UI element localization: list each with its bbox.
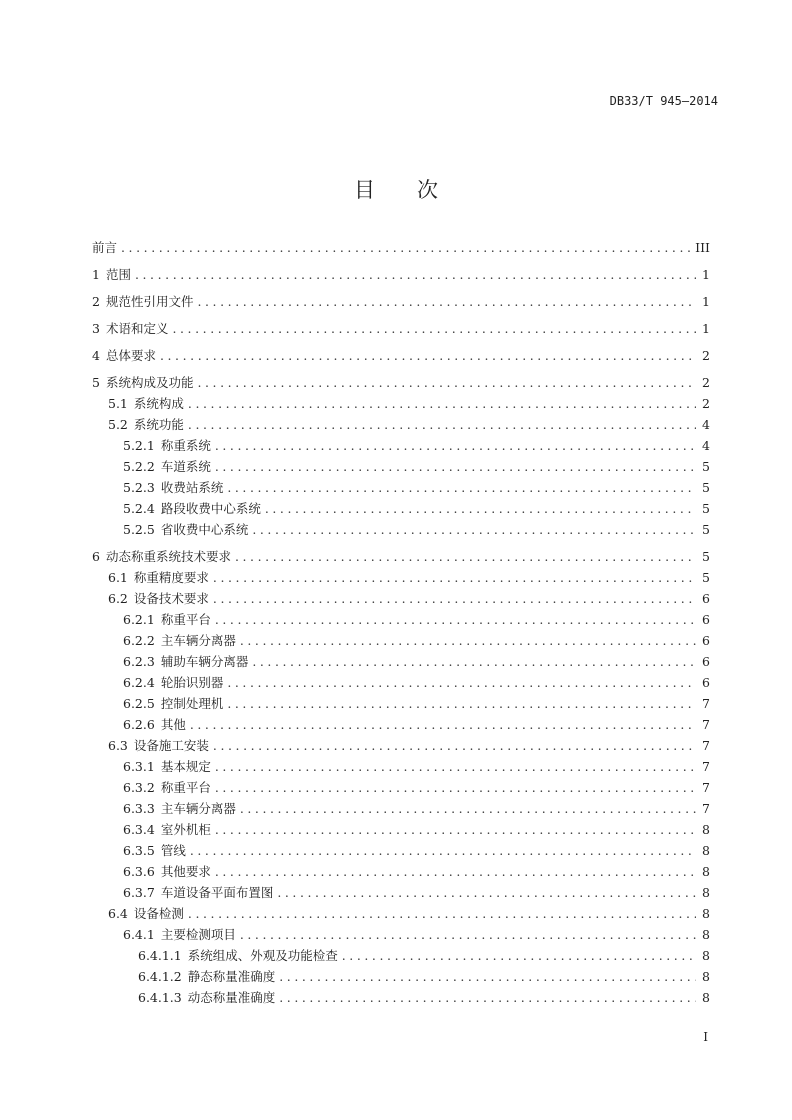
toc-entry-page: 6 xyxy=(702,654,710,669)
toc-entry-page: 7 xyxy=(702,738,710,753)
toc-entry[interactable] xyxy=(92,372,710,393)
toc-entry[interactable] xyxy=(92,693,710,714)
dot-leader xyxy=(190,714,696,735)
toc-entry[interactable] xyxy=(92,777,710,798)
toc-entry-title: 动态称量准确度 xyxy=(187,990,276,1005)
toc-entry[interactable] xyxy=(92,672,710,693)
toc-entry-number: 5 xyxy=(92,375,100,390)
toc-entry[interactable] xyxy=(92,882,710,903)
toc-entry-page: 8 xyxy=(702,843,710,858)
dot-leader xyxy=(197,372,696,393)
dot-leader xyxy=(215,756,696,777)
toc-entry-title: 规范性引用文件 xyxy=(105,294,194,309)
toc-entry-number: 1 xyxy=(92,267,100,282)
toc-entry-title: 车道设备平面布置图 xyxy=(160,885,274,900)
toc-entry[interactable] xyxy=(92,987,710,1008)
toc-entry-page: 7 xyxy=(702,717,710,732)
toc-entry-number: 6.2.5 xyxy=(123,696,155,711)
toc-entry[interactable] xyxy=(92,861,710,882)
toc-entry-page: 4 xyxy=(702,417,710,432)
toc-entry[interactable] xyxy=(92,588,710,609)
toc-entry-number: 6.3.5 xyxy=(123,843,155,858)
toc-entry[interactable] xyxy=(92,318,710,339)
dot-leader xyxy=(277,882,696,903)
toc-entry-page: 2 xyxy=(702,348,710,363)
dot-leader xyxy=(135,264,696,285)
toc-entry-page: 8 xyxy=(702,906,710,921)
toc-entry-number: 6.2.3 xyxy=(123,654,155,669)
toc-entry[interactable] xyxy=(92,345,710,366)
dot-leader xyxy=(213,567,696,588)
dot-leader xyxy=(227,477,696,498)
dot-leader xyxy=(121,237,691,258)
toc-entry-title: 轮胎识别器 xyxy=(160,675,224,690)
dot-leader xyxy=(240,630,696,651)
toc-entry-number: 3 xyxy=(92,321,100,336)
dot-leader xyxy=(215,777,696,798)
toc-entry-number: 5.2.1 xyxy=(123,438,155,453)
toc-entry-page: 7 xyxy=(702,780,710,795)
toc-entry-number: 6.2.2 xyxy=(123,633,155,648)
toc-entry-title: 其他 xyxy=(160,717,186,732)
toc-entry-title: 设备检测 xyxy=(133,906,184,921)
toc-entry-title: 前言 xyxy=(92,240,118,255)
toc-entry-page: III xyxy=(695,240,710,255)
toc-entry-page: 6 xyxy=(702,591,710,606)
toc-entry-title: 动态称重系统技术要求 xyxy=(105,549,231,564)
toc-entry[interactable] xyxy=(92,477,710,498)
toc-entry-page: 5 xyxy=(702,549,710,564)
toc-entry-page: 8 xyxy=(702,927,710,942)
toc-entry-number: 6.2.1 xyxy=(123,612,155,627)
toc-entry-number: 6.3.3 xyxy=(123,801,155,816)
toc-entry-number: 6.2 xyxy=(108,591,128,606)
toc-entry-title: 系统构成及功能 xyxy=(105,375,194,390)
toc-entry-title: 称重平台 xyxy=(160,780,211,795)
toc-entry-page: 5 xyxy=(702,522,710,537)
toc-entry[interactable] xyxy=(92,651,710,672)
dot-leader xyxy=(235,546,696,567)
toc-entry-title: 其他要求 xyxy=(160,864,211,879)
toc-entry-title: 主车辆分离器 xyxy=(160,633,236,648)
toc-entry-page: 6 xyxy=(702,612,710,627)
dot-leader xyxy=(213,735,696,756)
toc-entry-title: 省收费中心系统 xyxy=(160,522,249,537)
toc-entry-page: 6 xyxy=(702,675,710,690)
toc-entry-page: 6 xyxy=(702,633,710,648)
toc-entry-page: 8 xyxy=(702,990,710,1005)
table-of-contents xyxy=(92,237,710,1008)
toc-entry-title: 称重平台 xyxy=(160,612,211,627)
toc-entry-number: 6.4.1.3 xyxy=(138,990,182,1005)
toc-entry[interactable] xyxy=(92,498,710,519)
toc-entry-page: 8 xyxy=(702,969,710,984)
toc-entry[interactable] xyxy=(92,456,710,477)
toc-entry-title: 主要检测项目 xyxy=(160,927,236,942)
toc-entry-page: 5 xyxy=(702,459,710,474)
toc-entry[interactable] xyxy=(92,966,710,987)
toc-entry-number: 6.3.6 xyxy=(123,864,155,879)
document-code: DB33/T 945—2014 xyxy=(609,94,718,108)
toc-entry-title: 系统组成、外观及功能检查 xyxy=(187,948,338,963)
toc-entry-page: 7 xyxy=(702,759,710,774)
toc-entry-title: 范围 xyxy=(105,267,131,282)
toc-entry-title: 主车辆分离器 xyxy=(160,801,236,816)
toc-entry-title: 设备技术要求 xyxy=(133,591,209,606)
dot-leader xyxy=(190,840,696,861)
toc-entry[interactable] xyxy=(92,519,710,540)
toc-entry-title: 术语和定义 xyxy=(105,321,169,336)
toc-entry-number: 4 xyxy=(92,348,100,363)
toc-entry-page: 4 xyxy=(702,438,710,453)
toc-entry[interactable] xyxy=(92,393,710,414)
dot-leader xyxy=(215,435,696,456)
toc-entry[interactable] xyxy=(92,840,710,861)
toc-entry-title: 系统构成 xyxy=(133,396,184,411)
toc-entry-page: 8 xyxy=(702,822,710,837)
toc-entry[interactable] xyxy=(92,630,710,651)
toc-entry[interactable] xyxy=(92,924,710,945)
dot-leader xyxy=(240,924,696,945)
toc-entry[interactable] xyxy=(92,291,710,312)
dot-leader xyxy=(252,519,696,540)
toc-entry-number: 5.2.5 xyxy=(123,522,155,537)
dot-leader xyxy=(227,693,696,714)
toc-entry-page: 2 xyxy=(702,375,710,390)
dot-leader xyxy=(279,987,696,1008)
toc-entry-number: 5.2.3 xyxy=(123,480,155,495)
dot-leader xyxy=(279,966,696,987)
toc-entry-title: 称重系统 xyxy=(160,438,211,453)
toc-entry[interactable] xyxy=(92,945,710,966)
toc-entry-page: 8 xyxy=(702,885,710,900)
page-number: I xyxy=(703,1030,708,1044)
dot-leader xyxy=(215,609,696,630)
toc-entry-title: 路段收费中心系统 xyxy=(160,501,261,516)
toc-entry-title: 收费站系统 xyxy=(160,480,224,495)
toc-entry[interactable] xyxy=(92,819,710,840)
dot-leader xyxy=(215,456,696,477)
toc-entry[interactable] xyxy=(92,237,710,258)
toc-entry-number: 6.4.1.1 xyxy=(138,948,182,963)
toc-entry-number: 6.2.4 xyxy=(123,675,155,690)
toc-entry-page: 8 xyxy=(702,864,710,879)
toc-entry-number: 6.3.4 xyxy=(123,822,155,837)
toc-entry[interactable] xyxy=(92,546,710,567)
toc-entry-number: 5.2.4 xyxy=(123,501,155,516)
dot-leader xyxy=(265,498,696,519)
toc-entry-number: 6.4 xyxy=(108,906,128,921)
toc-entry-title: 称重精度要求 xyxy=(133,570,209,585)
toc-entry-number: 6.4.1.2 xyxy=(138,969,182,984)
toc-entry-title: 室外机柜 xyxy=(160,822,211,837)
toc-entry-title: 控制处理机 xyxy=(160,696,224,711)
toc-entry-page: 5 xyxy=(702,480,710,495)
toc-entry-title: 车道系统 xyxy=(160,459,211,474)
toc-entry-title: 总体要求 xyxy=(105,348,156,363)
dot-leader xyxy=(213,588,696,609)
toc-entry-number: 6.3.7 xyxy=(123,885,155,900)
dot-leader xyxy=(188,393,696,414)
toc-entry-title: 辅助车辆分离器 xyxy=(160,654,249,669)
dot-leader xyxy=(342,945,696,966)
dot-leader xyxy=(227,672,696,693)
dot-leader xyxy=(215,861,696,882)
toc-entry-page: 1 xyxy=(702,294,710,309)
toc-entry-page: 5 xyxy=(702,570,710,585)
toc-entry-page: 7 xyxy=(702,801,710,816)
dot-leader xyxy=(252,651,696,672)
toc-entry[interactable] xyxy=(92,609,710,630)
toc-entry-number: 5.2 xyxy=(108,417,128,432)
title-char-left: 目 xyxy=(354,178,375,202)
toc-entry-title: 管线 xyxy=(160,843,186,858)
title-char-right: 次 xyxy=(417,178,438,202)
toc-entry-page: 1 xyxy=(702,267,710,282)
dot-leader xyxy=(188,903,696,924)
toc-entry[interactable] xyxy=(92,798,710,819)
dot-leader xyxy=(188,414,696,435)
dot-leader xyxy=(215,819,696,840)
toc-entry-title: 设备施工安装 xyxy=(133,738,209,753)
toc-entry-number: 6.2.6 xyxy=(123,717,155,732)
toc-entry[interactable] xyxy=(92,735,710,756)
page-title xyxy=(0,174,792,204)
toc-entry[interactable] xyxy=(92,567,710,588)
toc-entry-number: 6.3 xyxy=(108,738,128,753)
toc-entry-title: 静态称量准确度 xyxy=(187,969,276,984)
toc-entry[interactable] xyxy=(92,435,710,456)
toc-entry-number: 6.1 xyxy=(108,570,128,585)
toc-entry-page: 7 xyxy=(702,696,710,711)
toc-entry[interactable] xyxy=(92,264,710,285)
toc-entry-number: 6.3.1 xyxy=(123,759,155,774)
toc-entry-title: 系统功能 xyxy=(133,417,184,432)
toc-entry-number: 6.3.2 xyxy=(123,780,155,795)
toc-entry[interactable] xyxy=(92,714,710,735)
dot-leader xyxy=(197,291,696,312)
dot-leader xyxy=(160,345,696,366)
toc-entry-page: 2 xyxy=(702,396,710,411)
toc-entry-number: 5.1 xyxy=(108,396,128,411)
toc-entry-number: 6.4.1 xyxy=(123,927,155,942)
toc-entry[interactable] xyxy=(92,414,710,435)
dot-leader xyxy=(172,318,696,339)
dot-leader xyxy=(240,798,696,819)
toc-entry-page: 8 xyxy=(702,948,710,963)
toc-entry[interactable] xyxy=(92,903,710,924)
toc-entry-page: 5 xyxy=(702,501,710,516)
toc-entry[interactable] xyxy=(92,756,710,777)
toc-entry-page: 1 xyxy=(702,321,710,336)
toc-entry-number: 6 xyxy=(92,549,100,564)
toc-entry-title: 基本规定 xyxy=(160,759,211,774)
toc-entry-number: 5.2.2 xyxy=(123,459,155,474)
toc-entry-number: 2 xyxy=(92,294,100,309)
